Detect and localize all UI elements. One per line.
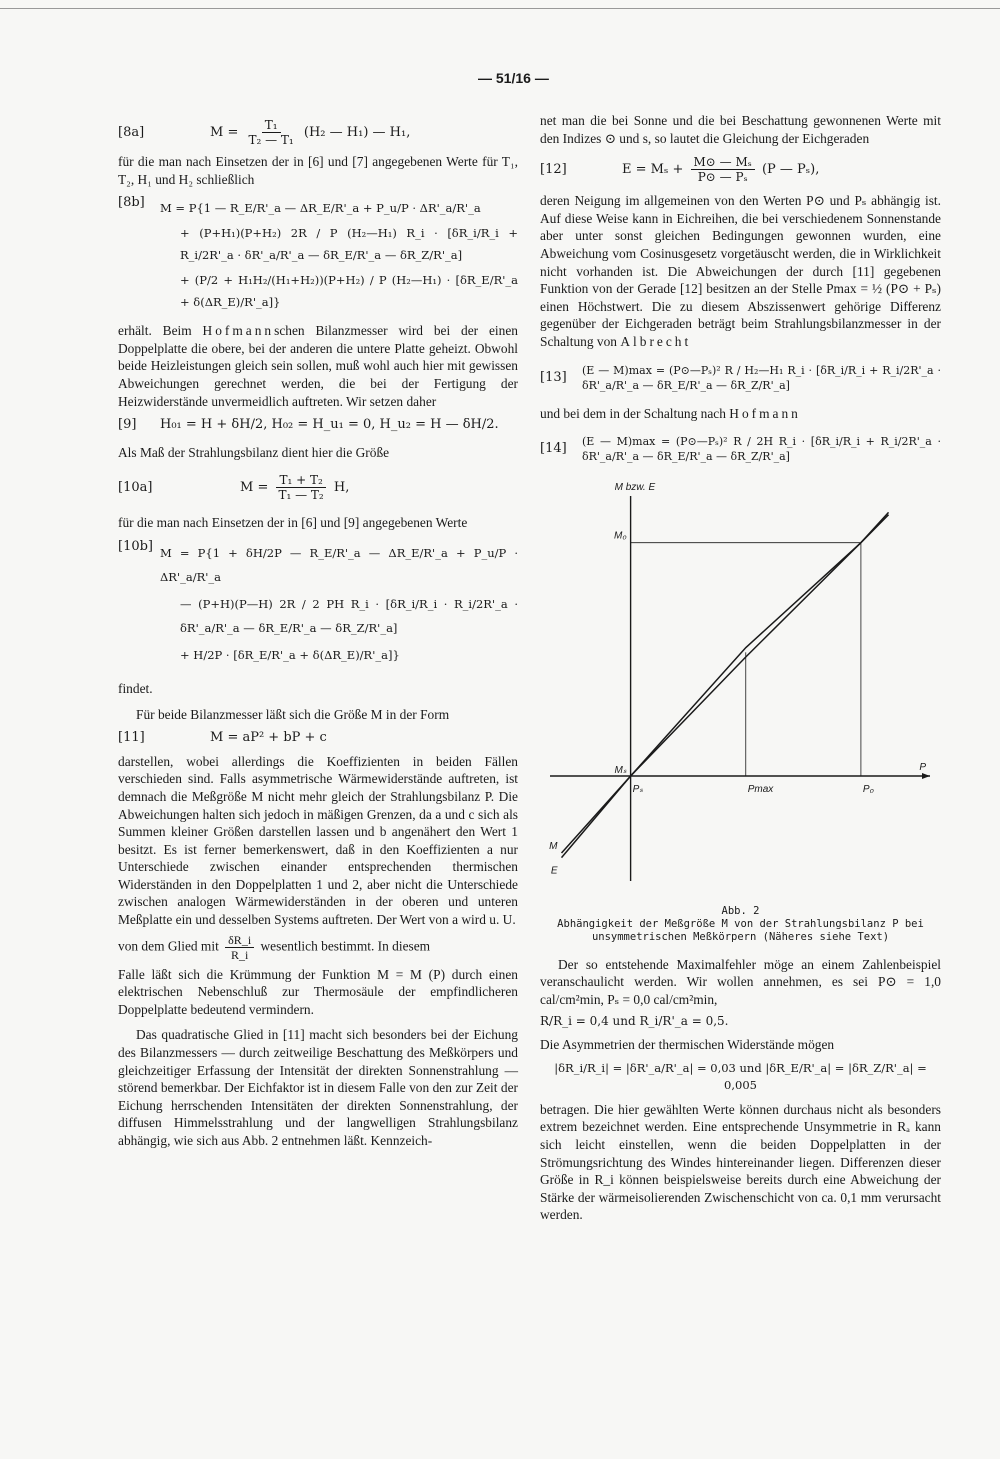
eq-label: [12] — [540, 161, 567, 177]
eq-line: + (P+H₁)(P+H₂) 2R / P (H₂—H₁) R_i · [δR_i/R_i + R_i/2R'_a · δR'_a/R'_a — δR_E/R'_a — δR_Z/R'_a] — [180, 226, 518, 263]
eq-line: M = P{1 — R_E/R'_a — ΔR_E/R'_a + P_u/P · ΔR'_a/R'_a — [160, 201, 481, 216]
caption-text: Abhängigkeit der Meßgröße M von der Strahlungsbilanz P bei unsymmetrischen Meßkörpern (Näheres siehe Text) — [557, 917, 924, 943]
series-line-E — [562, 515, 889, 858]
eq-lhs: M = — [210, 125, 239, 140]
eq-rest: H, — [333, 480, 350, 496]
paragraph: deren Neigung im allgemeinen von den Werten P⊙ und Pₛ abhängig ist. Auf diese Weise kann in Eichreihen, die bei verschiedenem Sonnenstande aber unter sonst gleichen Bedingungen gewonnen wurden, eine Abweichung vom Cosinusgesetz vorgetäuscht werden, die in Wirklichkeit nicht vorhanden ist. Die Abweichungen der durch [11] gegebenen Funktion von der Gerade [12] besitzen an der Stelle Pmax = ½ (P⊙ + Pₛ) einen Höchstwert. Die zu diesem Abszissenwert gehörige Differenz gegenüber der Eichgeraden beträgt beim Strahlungsbilanzmesser in der Schaltung von Albrecht — [540, 193, 941, 349]
y-tick-label: Mₛ — [614, 765, 627, 777]
figure-caption — [540, 905, 941, 944]
x-tick-label: P₀ — [862, 784, 874, 796]
eq-body: (E — M)max = (P⊙—Pₛ)² R / 2H R_i · [δR_i/R_i + R_i/2R'_a · δR'_a/R'_a — δR_E/R'_a — δR_Z/R'_a] — [582, 435, 941, 464]
top-rule — [0, 8, 1000, 9]
eq-label: [10a] — [118, 480, 153, 496]
equation-13 — [540, 363, 941, 393]
right-column — [540, 112, 941, 1224]
y-axis-label: M bzw. E — [614, 482, 656, 494]
paragraph: Als Maß der Strahlungsbilanz dient hier die Größe — [118, 444, 390, 460]
equation-9 — [118, 416, 518, 434]
author-name: Hofmann — [202, 323, 275, 339]
series-line-M — [562, 512, 889, 853]
fraction: $\frac{\text{T₁}}{\text{T₂ — T₁}}$ — [248, 118, 294, 147]
paragraph: und bei dem in der Schaltung nach Hofmann — [540, 405, 801, 421]
paragraph: Die Asymmetrien der thermischen Widerstände mögen — [540, 1037, 835, 1053]
paragraph: |δR_i/R_i| = |δR'_a/R'_a| = 0,03 und |δR_E/R'_a| = |δR_Z/R'_a| = 0,005 — [554, 1060, 927, 1093]
fraction: $\frac{\delta R\_i}{R\_i}$ — [225, 933, 254, 962]
eq-rest: (H₂ — H₁) — H₁, — [303, 125, 411, 140]
eq-line: + (P/2 + H₁H₂/(H₁+H₂))(P+H₂) / P (H₂—H₁) · [δR_E/R'_a + δ(ΔR_E)/R'_a]} — [180, 273, 518, 310]
eq-label: [8a] — [118, 124, 145, 140]
equation-14 — [540, 434, 941, 464]
fraction: $\frac{\text{M⊙ — Mₛ}}{\text{P⊙ — Pₛ}}$ — [691, 155, 755, 184]
series-label-E: E — [550, 865, 558, 877]
eq-label: [10b] — [118, 538, 154, 554]
paragraph: erhält. Beim Hofmannschen Bilanzmesser wird bei der einen Doppelplatte die obere, bei der anderen die untere Platte geheizt. Obwohl beide Heizleistungen gleich sein sollen, muß wohl auch hier mit gewissen Abweichungen gerechnet werden, die bei der Fertigung der Heizwiderstände unvermeidlich auftreten. Wir setzen daher — [118, 323, 518, 409]
eq-label: [11] — [118, 730, 145, 746]
eq-lhs: E = Mₛ + — [622, 162, 684, 178]
author-name: Albrecht — [620, 333, 692, 349]
eq-body: M = aP² + bP + c — [210, 730, 327, 746]
paragraph: für die man nach Einsetzen der in [6] und [7] angegebenen Werte für T₁, T₂, H₁ und H₂ schließlich — [118, 154, 518, 187]
equation-10b — [118, 538, 518, 670]
x-tick-label: Pmax — [747, 784, 774, 796]
paragraph: betragen. Die hier gewählten Werte können durchaus nicht als besonders extrem bezeichnet werden. Eine entsprechende Unsymmetrie in Rₐ kann sich leicht einstellen, wenn die beiden Doppelplatten in der Strömungsrichtung des Windes hintereinander liegen. Differenzen dieser Größe in R_i können beispielsweise bereits durch eine Abweichung der Stärke der wärmeisolierenden Zwischenschicht von ca. 0,1 mm verursacht werden. — [540, 1101, 941, 1223]
paragraph: von dem Glied mit $\frac{\delta R\_i}{R\_i}$ wesentlich bestimmt. In diesem — [118, 932, 431, 962]
x-tick-label: Pₛ — [632, 784, 644, 796]
equation-10a — [118, 473, 518, 502]
eq-label: [8b] — [118, 195, 145, 211]
eq-rest: (P — Pₛ), — [761, 162, 820, 178]
x-axis-arrow — [922, 773, 930, 779]
paragraph: R/R_i = 0,4 und R_i/R'_a = 0,5. — [540, 1013, 729, 1028]
caption-title: Abb. 2 — [721, 904, 760, 917]
fraction: $\frac{\text{T₁ + T₂}}{\text{T₁ — T₂}}$ — [275, 473, 326, 502]
equation-11 — [118, 729, 518, 747]
series-label-M: M — [549, 841, 558, 853]
paragraph: findet. — [118, 680, 153, 696]
chart — [540, 476, 941, 896]
eq-line: — (P+H)(P—H) 2R / 2 PH R_i · [δR_i/R_i · R_i/2R'_a · δR'_a/R'_a — δR_E/R'_a — δR_Z/R'_a] — [180, 596, 518, 635]
eq-label: [9] — [118, 417, 137, 433]
page-number: — 51/16 — — [478, 70, 549, 86]
equation-8a — [118, 118, 518, 147]
eq-line: + H/2P · [δR_E/R'_a + δ(ΔR_E)/R'_a]} — [180, 647, 400, 662]
eq-line: M = P{1 + δH/2P — R_E/R'_a — ΔR_E/R'_a + P_u/P · ΔR'_a/R'_a — [160, 545, 518, 584]
paragraph: Das quadratische Glied in [11] macht sich besonders bei der Eichung des Bilanzmessers — durch zeitweilige Beschattung des Meßkörpers und gleichzeitiger Erfassung der Intensität der direkten Sonnenstrahlung — störend bemerkbar. Der Eichfaktor ist in diesem Falle von den zur Zeit der Eichung herrschenden Intensitäten der direkten Sonnenstrahlung, der diffusen Himmelsstrahlung und der langwelligen Strahlungsbilanz abhängig, wie sich aus Abb. 2 entnehmen läßt. Kennzeich- — [118, 1027, 518, 1148]
eq-body: (E — M)max = (P⊙—Pₛ)² R / H₂—H₁ R_i · [δR_i/R_i + R_i/2R'_a · δR'_a/R'_a — δR_E/R'_a — δR_Z/R'_a] — [582, 363, 941, 392]
paragraph: Der so entstehende Maximalfehler möge an einem Zahlenbeispiel veranschaulicht werden. Wir wollen annehmen, es sei P⊙ = 1,0 cal/cm²min, Pₛ = 0,0 cal/cm²min, — [540, 956, 941, 1007]
x-axis-label: P — [919, 762, 926, 774]
paragraph: Falle läßt sich die Krümmung der Funktion M = M (P) durch einen elektrischen Nebenschluß zur Thermosäule der empfindlicheren Doppelplatte bedeutend vermindern. — [118, 966, 518, 1017]
paragraph: darstellen, wobei allerdings die Koeffizienten in beiden Fällen verschieden sind. Falls asymmetrische Wärmewiderstände auftreten, ist demnach die Meßgröße M nicht mehr gleich der Strahlungsbilanz P. Die Abweichungen halten sich jedoch in mäßigen Grenzen, da a und c sich als Summen kleiner Größen darstellen lassen und b angenähert den Wert 1 besitzt. Es ist ferner bemerkenswert, daß in den Koeffizienten a nur Unterschiede zwischen einander entsprechenden thermischen Widerständen in den Doppelplatten 1 und 2, aber nicht die Unterschiede zwischen analogen Wärmewiderständen in der oberen und unteren Meßplatte ein und desselben Systems auftreten. Der Wert von a wird u. U. — [118, 753, 518, 928]
y-tick-label: M₀ — [614, 530, 627, 542]
author-name: Hofmann — [729, 405, 801, 421]
paragraph: Für beide Bilanzmesser läßt sich die Größe M in der Form — [136, 706, 450, 722]
eq-label: [14] — [540, 441, 567, 457]
eq-lhs: M = — [240, 480, 269, 496]
equation-8b — [118, 194, 518, 316]
paragraph: für die man nach Einsetzen der in [6] und [9] angegebenen Werte — [118, 515, 468, 531]
equation-12 — [540, 155, 941, 184]
eq-body: H₀₁ = H + δH/2, H₀₂ = H_u₁ = 0, H_u₂ = H — δH/2. — [160, 417, 499, 433]
figure-2 — [540, 476, 941, 901]
paragraph: net man die bei Sonne und die bei Beschattung gewonnenen Werte mit den Indizes ⊙ und s, so lautet die Gleichung der Eichgeraden — [540, 113, 941, 146]
left-column — [118, 112, 518, 1150]
eq-label: [13] — [540, 369, 567, 385]
